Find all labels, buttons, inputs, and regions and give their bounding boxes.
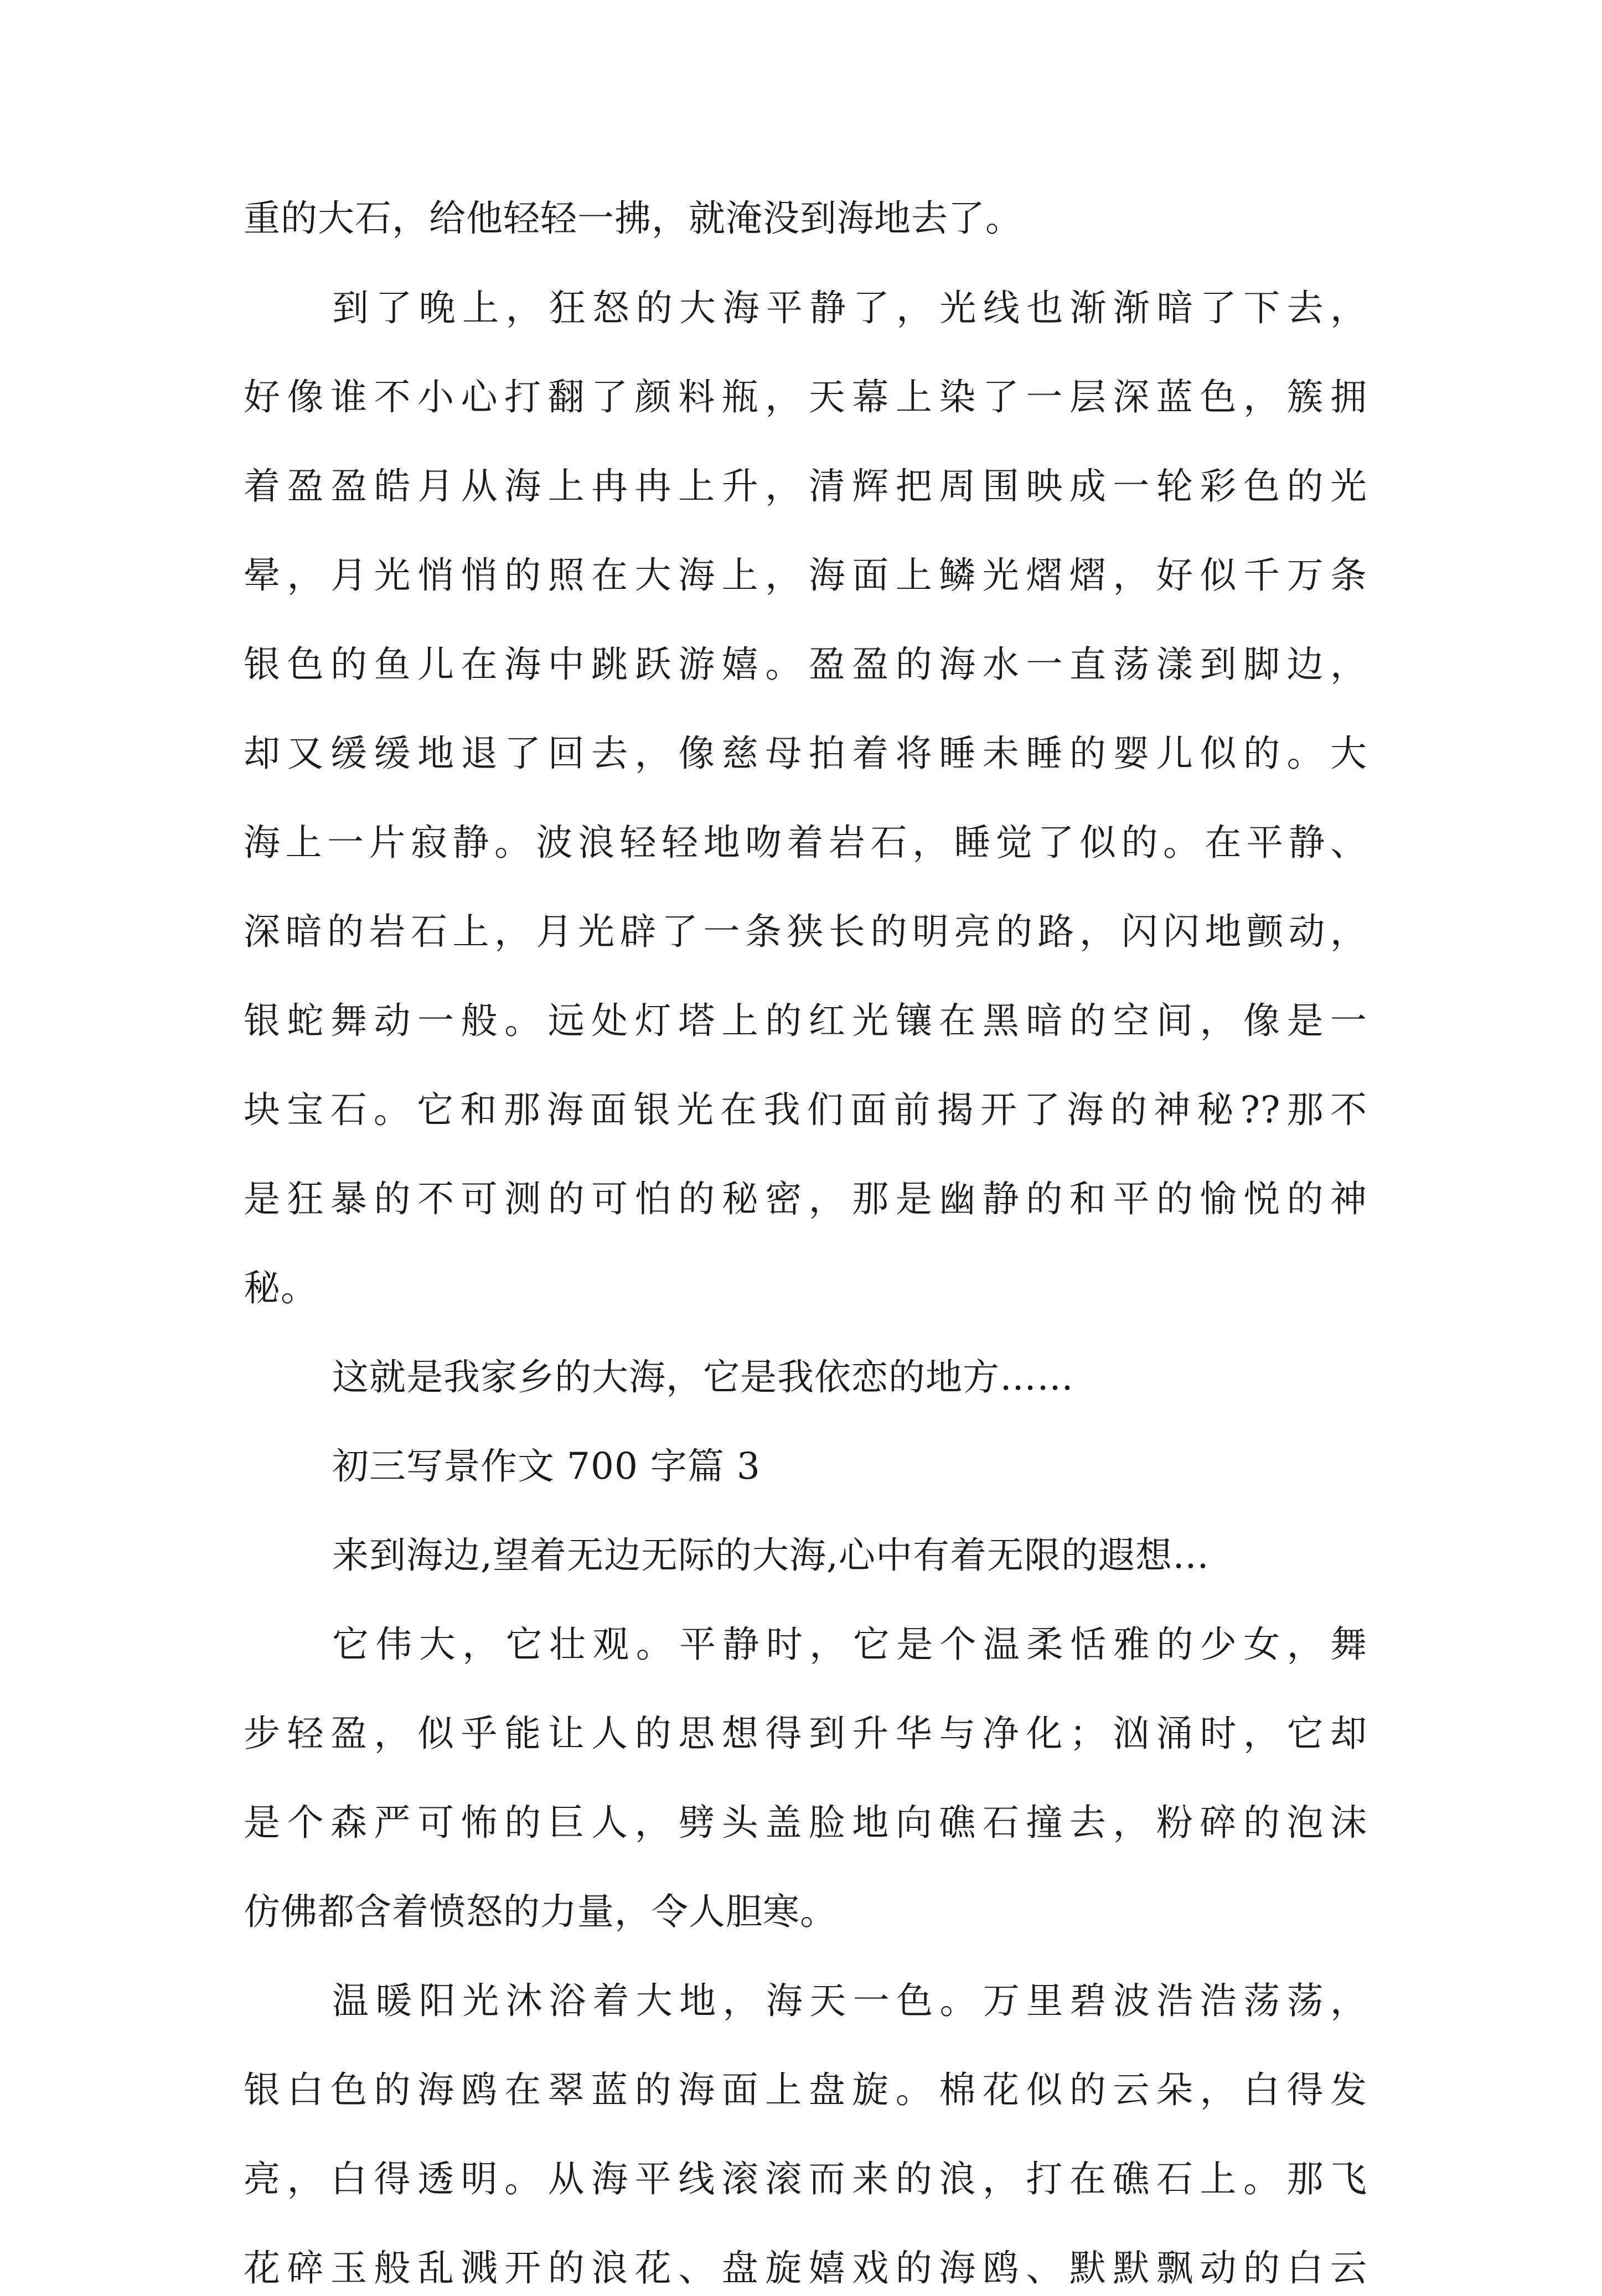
text-line: 到了晚上，狂怒的大海平静了，光线也渐渐暗了下去， (332, 287, 1367, 329)
text-line: 温暖阳光沐浴着大地，海天一色。万里碧波浩浩荡荡， (332, 1979, 1367, 2022)
text-line: 花碎玉般乱溅开的浪花、盘旋嬉戏的海鸥、默默飘动的白云 (244, 2247, 1367, 2289)
text-line: 深暗的岩石上，月光辟了一条狭长的明亮的路，闪闪地颤动， (244, 910, 1367, 953)
text-line: 银白色的海鸥在翠蓝的海面上盘旋。棉花似的云朵，白得发 (244, 2069, 1367, 2111)
text-line: 是狂暴的不可测的可怕的秘密，那是幽静的和平的愉悦的神 (244, 1178, 1367, 1220)
text-line: 银蛇舞动一般。远处灯塔上的红光镶在黑暗的空间，像是一 (244, 999, 1367, 1042)
text-line: 步轻盈，似乎能让人的思想得到升华与净化；汹涌时，它却 (244, 1712, 1367, 1755)
text-line: 着盈盈皓月从海上冉冉上升，清辉把周围映成一轮彩色的光 (244, 465, 1367, 507)
text-line: 秘。 (244, 1267, 318, 1309)
text-line: 晕，月光悄悄的照在大海上，海面上鳞光熠熠，好似千万条 (244, 554, 1367, 597)
text-line: 这就是我家乡的大海，它是我依恋的地方…… (332, 1356, 1074, 1398)
text-line: 银色的鱼儿在海中跳跃游嬉。盈盈的海水一直荡漾到脚边， (244, 643, 1367, 686)
section-heading: 初三写景作文 700 字篇 3 (332, 1445, 761, 1488)
text-line: 仿佛都含着愤怒的力量，令人胆寒。 (244, 1890, 837, 1933)
text-line: 重的大石，给他轻轻一拂，就淹没到海地去了。 (244, 197, 1022, 240)
text-line: 好像谁不小心打翻了颜料瓶，天幕上染了一层深蓝色，簇拥 (244, 376, 1367, 418)
text-line: 却又缓缓地退了回去，像慈母拍着将睡未睡的婴儿似的。大 (244, 732, 1367, 775)
text-line: 是个森严可怖的巨人，劈头盖脸地向礁石撞去，粉碎的泡沫 (244, 1801, 1367, 1844)
text-line: 海上一片寂静。波浪轻轻地吻着岩石，睡觉了似的。在平静、 (244, 821, 1367, 864)
text-line: 亮，白得透明。从海平线滚滚而来的浪，打在礁石上。那飞 (244, 2158, 1367, 2200)
text-line: 块宝石。它和那海面银光在我们面前揭开了海的神秘??那不 (244, 1089, 1367, 1131)
text-line: 来到海边,望着无边无际的大海,心中有着无限的遐想… (332, 1534, 1210, 1577)
text-line: 它伟大，它壮观。平静时，它是个温柔恬雅的少女，舞 (332, 1623, 1367, 1666)
